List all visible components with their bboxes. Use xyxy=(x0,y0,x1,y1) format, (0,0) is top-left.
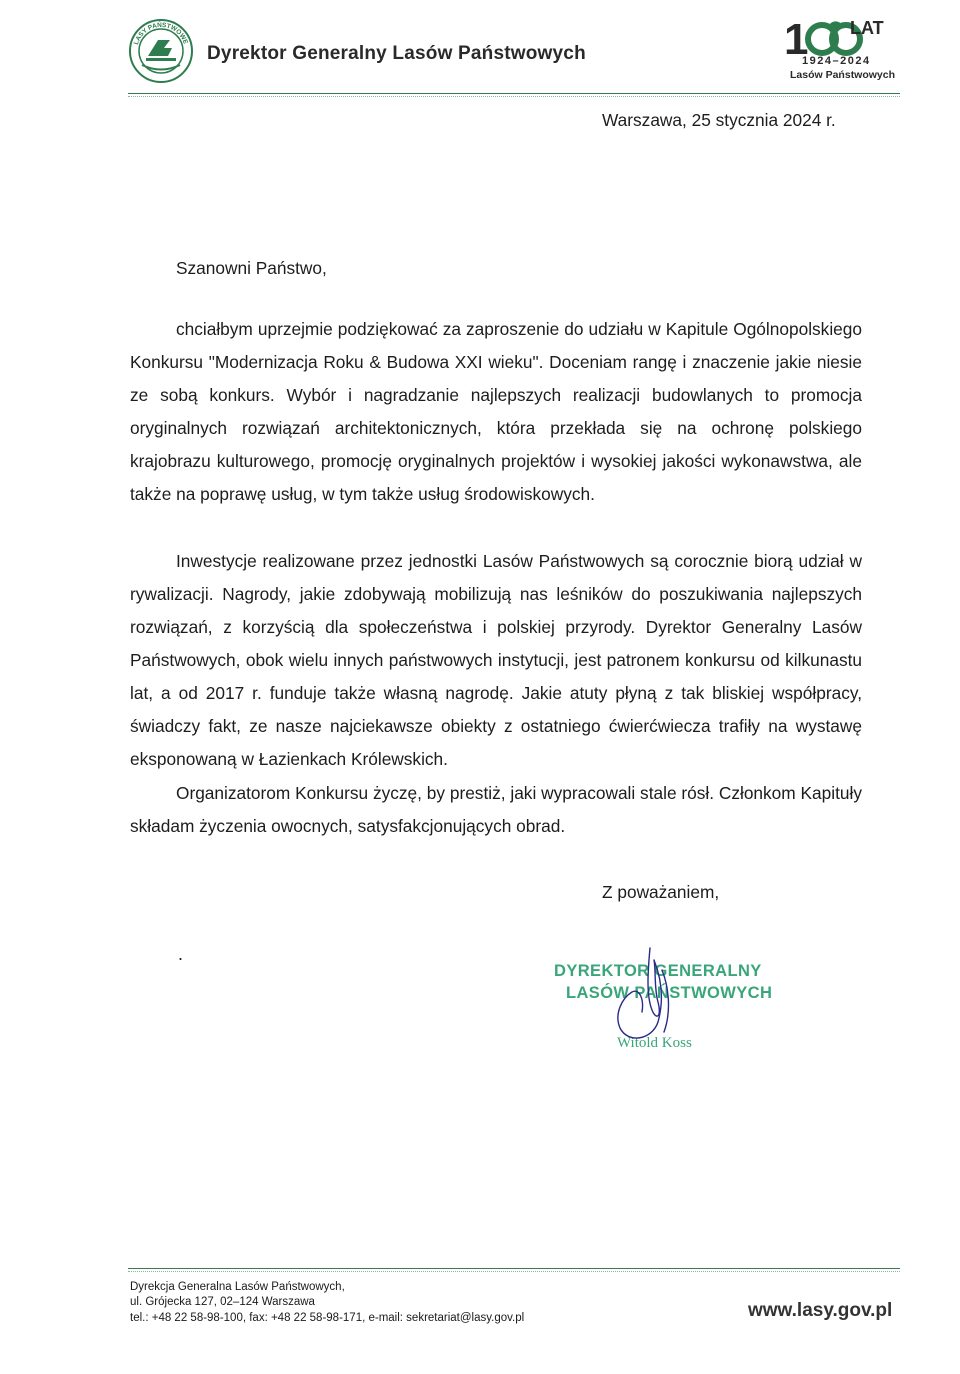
footer-divider-dotted xyxy=(128,1271,900,1272)
stray-mark: . xyxy=(178,944,184,964)
letter-salutation: Szanowni Państwo, xyxy=(176,258,327,278)
header-divider-dotted xyxy=(128,96,900,97)
anniversary-name: Lasów Państwowych xyxy=(790,69,896,81)
stamp-title-line1: DYREKTOR GENERALNY xyxy=(554,962,762,980)
letter-date: Warszawa, 25 stycznia 2024 r. xyxy=(602,110,836,130)
letter-paragraph-2: Inwestycje realizowane przez jednostki Lasów Państwowych są corocznie biorą udział w rywalizacji. Nagrody, jakie zdobywają mobilizują nas leśników do poszukiwania najlepszych rozwiązań, z korzyścią dla społeczeństwa i polskiej przyrody. Dyrektor Generalny Lasów Państwowych, obok wielu innych państwowych instytucji, jest patronem konkursu od kilkunastu lat, a od 2017 r. funduje także własną nagrodę. Jakie atuty płyną z tak bliskiej współpracy, świadczy fakt, ze nasze najciekawsze obiekty z ostatniego ćwierćwiecza trafiły na wystawę eksponowaną w Łazienkach Królewskich. xyxy=(130,551,862,769)
svg-text:1: 1 xyxy=(784,15,809,58)
letter-paragraph-1: chciałbym uprzejmie podziękować za zaproszenie do udziału w Kapitule Ogólnopolskiego Konkursu "Modernizacja Roku & Budowa XXI wieku". Doceniam rangę i znaczenie jakie niesie ze sobą konkurs. Wybór i nagradzanie najlepszych realizacji budowlanych to promocja oryginalnych rozwiązań architektonicznych, która przekłada się na ochronę polskiego krajobrazu kulturowego, promocję oryginalnych projektów i wysokiej jakości wykonawstwa, ale także na poprawę usług, w tym także usług środowiskowych. xyxy=(130,319,862,504)
anniversary-logo xyxy=(784,14,904,82)
footer-divider xyxy=(128,1268,900,1269)
handwritten-signature xyxy=(592,940,692,1050)
header-divider xyxy=(128,93,900,94)
letter-paragraph-3: Organizatorom Konkursu życzę, by prestiż, jaki wypracowali stale rósł. Członkom Kapituły składam życzenia owocnych, satysfakcjonujących obrad. xyxy=(130,783,862,836)
anniversary-years: 1924–2024 xyxy=(802,55,871,67)
footer-contact-line: tel.: +48 22 58-98-100, fax: +48 22 58-98-171, e-mail: sekretariat@lasy.gov.pl xyxy=(130,1312,525,1324)
stamp-title-line2: LASÓW PAŃSTWOWYCH xyxy=(566,984,773,1002)
stamp-signatory-name: Witold Koss xyxy=(617,1035,692,1051)
footer-address-line2: ul. Grójecka 127, 02–124 Warszawa xyxy=(130,1296,315,1308)
footer-address-line1: Dyrekcja Generalna Lasów Państwowych, xyxy=(130,1281,345,1293)
lasy-panstwowe-logo xyxy=(128,18,194,84)
letter-closing: Z poważaniem, xyxy=(602,882,720,902)
org-title: Dyrektor Generalny Lasów Państwowych xyxy=(207,43,586,64)
anniversary-lat: LAT xyxy=(850,18,884,38)
website-link[interactable]: www.lasy.gov.pl xyxy=(748,1300,893,1321)
svg-text:LASY PAŃSTWOWE: LASY PAŃSTWOWE xyxy=(132,21,189,46)
